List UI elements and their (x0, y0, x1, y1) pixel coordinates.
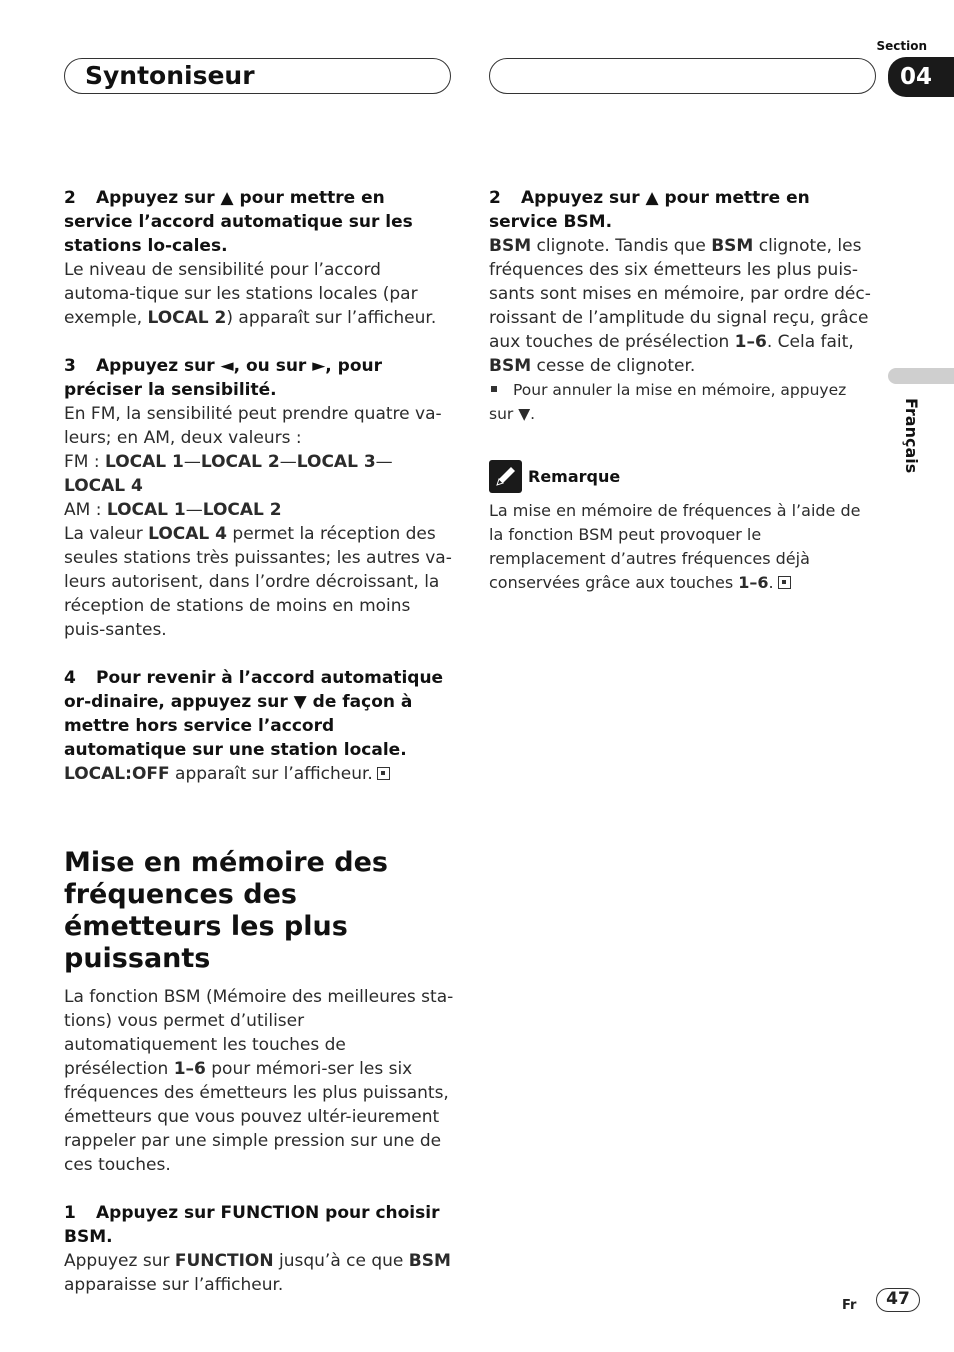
section-heading: Mise en mémoire des fréquences des émetteurs les plus puissants (64, 847, 388, 974)
am-sensitivity-values: AM : LOCAL 1—LOCAL 2 (64, 500, 282, 520)
step-1-body: Appuyez sur FUNCTION jusqu’à ce que BSM apparaisse sur l’afficheur. (64, 1251, 451, 1295)
bsm-step-2-body: BSM clignote. Tandis que BSM clignote, les fréquences des six émetteurs les plus puis-sants sont mises en mémoire, par ordre déc-roissant de l’amplitude du signal reçu, grâce aux touches de présélection 1–6. Cela fait, BSM cesse de clignoter. (489, 236, 871, 376)
step-3-body: En FM, la sensibilité peut prendre quatre va-leurs; en AM, deux valeurs : (64, 404, 442, 448)
step-2-title: 2 Appuyez sur ▲ pour mettre en service l’accord automatique sur les stations lo-cales. (64, 188, 413, 256)
page-number: 47 (876, 1288, 920, 1312)
note-header (489, 460, 874, 493)
section-number-tab: 04 (888, 57, 954, 97)
note-body: La mise en mémoire de fréquences à l’aide de la fonction BSM peut provoquer le remplacement d’autres fréquences déjà conservées grâce aux touches 1–6. (489, 501, 861, 592)
footer-language: Fr (842, 1298, 857, 1313)
language-side-label: Français (902, 398, 921, 474)
section-label: Section (876, 39, 927, 53)
step-4-title: 4 Pour revenir à l’accord automatique or-dinaire, appuyez sur ▼ de façon à mettre hors service l’accord automatique sur une station locale. (64, 668, 444, 760)
step-2-body: Le niveau de sensibilité pour l’accord automa-tique sur les stations locales (par exemple, LOCAL 2) apparaît sur l’afficheur. (64, 260, 437, 328)
right-column (489, 186, 874, 595)
fm-sensitivity-values: FM : LOCAL 1—LOCAL 2—LOCAL 3— LOCAL 4 (64, 452, 393, 496)
bullet-square-icon (491, 386, 497, 392)
step-3-body-2: La valeur LOCAL 4 permet la réception des seules stations très puissantes; les autres va-leurs autorisent, dans l’ordre décroissant, la réception de stations de moins en moins puis-santes. (64, 524, 452, 640)
header-title: Syntoniseur (85, 61, 255, 90)
step-1-title: 1 Appuyez sur FUNCTION pour choisir BSM. (64, 1203, 440, 1247)
cancel-bullet: Pour annuler la mise en mémoire, appuyez sur ▼. (489, 381, 847, 423)
note-title: Remarque (528, 466, 621, 486)
header-blank-pill (489, 58, 876, 94)
end-mark-icon (377, 767, 390, 780)
header-title-pill (64, 58, 451, 94)
pencil-note-icon (489, 460, 522, 493)
end-mark-icon (778, 576, 791, 589)
left-column (64, 186, 454, 1297)
bsm-step-2-title: 2 Appuyez sur ▲ pour mettre en service BSM. (489, 188, 810, 232)
step-3-title: 3 Appuyez sur ◄, ou sur ►, pour préciser la sensibilité. (64, 356, 383, 400)
bsm-intro: La fonction BSM (Mémoire des meilleures sta-tions) vous permet d’utiliser automatiquement les touches de présélection 1–6 pour mémori-ser les six fréquences des émetteurs les plus puissants, émetteurs que vous pouvez ultér-ieurement rappeler par une simple pression sur une de ces touches. (64, 987, 454, 1175)
step-4-body: LOCAL:OFF apparaît sur l’afficheur. (64, 762, 454, 786)
language-tab-bar (888, 368, 954, 384)
